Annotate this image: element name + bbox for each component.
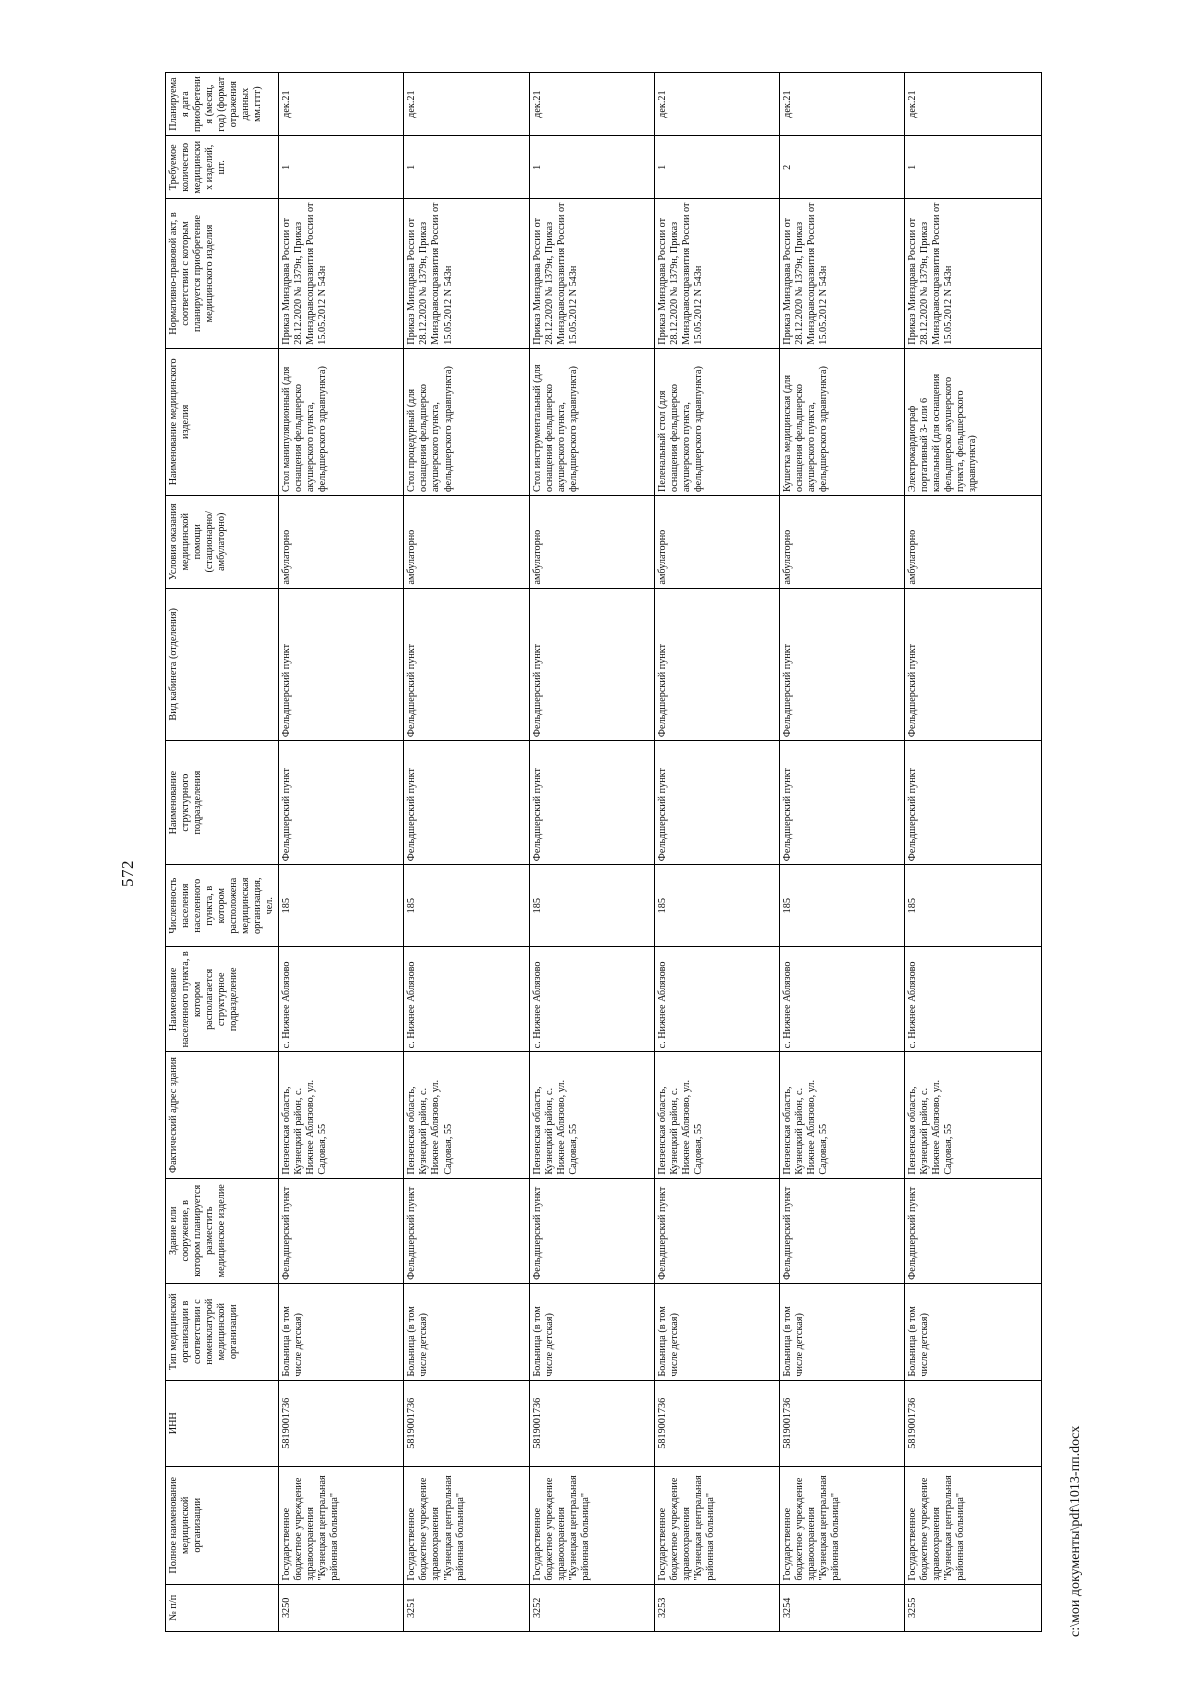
table-cell: амбулаторно <box>779 495 904 588</box>
table-cell: Государственное бюджетное учреждение здравоохранения "Кузнецкая центральная районная больница" <box>654 1466 779 1584</box>
column-header: Наименование структурного подразделения <box>166 741 279 865</box>
column-header: Тип медицинской организации в соответствии с номенклатурой медицинской организации <box>166 1283 279 1380</box>
table-cell: 185 <box>529 865 654 947</box>
table-cell: Фельдшерский пункт <box>279 741 404 865</box>
table-cell: Фельдшерский пункт <box>404 741 529 865</box>
table-cell: с. Нижнее Аблязово <box>654 947 779 1052</box>
table-cell: Приказ Минздрава России от 28.12.2020 № 1379н, Приказ Минздравсоцразвития России от 15.05.2012 N 543н <box>654 199 779 348</box>
table-row <box>404 73 529 1632</box>
table-cell: Фельдшерский пункт <box>779 1178 904 1283</box>
table-row <box>279 73 404 1632</box>
column-header: Численность населения населенного пункта, в котором расположена медицинская организация, чел. <box>166 865 279 947</box>
column-header: Планируемая дата приобретения (месяц, год) (формат отражения данных мм.гггг) <box>166 73 279 136</box>
equipment-table <box>165 72 1042 1632</box>
page-number: 572 <box>118 860 137 887</box>
table-cell: амбулаторно <box>654 495 779 588</box>
table-cell: Фельдшерский пункт <box>279 588 404 741</box>
table-cell: Приказ Минздрава России от 28.12.2020 № 1379н, Приказ Минздравсоцразвития России от 15.05.2012 N 543н <box>279 199 404 348</box>
column-header: № п/п <box>166 1584 279 1631</box>
table-cell: Стол процедурный (для оснащения фельдшерско акушерского пункта, фельдшерского здравпункта) <box>404 348 529 495</box>
table-cell: 5819001736 <box>529 1380 654 1466</box>
column-header: Здание или сооружение, в котором планируется разместить медицинское изделие <box>166 1178 279 1283</box>
table-cell: Электрокардиограф портативный 3- или 6 канальный (для оснащения фельдшерско акушерского пункта, фельдшерского здравпункта) <box>904 348 1041 495</box>
table-cell: Фельдшерский пункт <box>404 1178 529 1283</box>
table-cell: 185 <box>654 865 779 947</box>
table-cell: Фельдшерский пункт <box>904 741 1041 865</box>
table-row <box>779 73 904 1632</box>
table-cell: 3250 <box>279 1584 404 1631</box>
table-cell: Пензенская область, Кузнецкий район, с. Нижнее Аблязово, ул. Садовая, 55 <box>404 1052 529 1178</box>
table-cell: 1 <box>404 136 529 199</box>
header-row <box>166 73 279 1632</box>
table-cell: 5819001736 <box>779 1380 904 1466</box>
table-cell: 185 <box>279 865 404 947</box>
table-cell: Приказ Минздрава России от 28.12.2020 № 1379н, Приказ Минздравсоцразвития России от 15.05.2012 N 543н <box>904 199 1041 348</box>
table-cell: с. Нижнее Аблязово <box>404 947 529 1052</box>
table-cell: 3252 <box>529 1584 654 1631</box>
table-cell: 3251 <box>404 1584 529 1631</box>
table-cell: Фельдшерский пункт <box>779 741 904 865</box>
table-cell: 3254 <box>779 1584 904 1631</box>
table-cell: 1 <box>904 136 1041 199</box>
table-cell: 5819001736 <box>654 1380 779 1466</box>
table-cell: Приказ Минздрава России от 28.12.2020 № 1379н, Приказ Минздравсоцразвития России от 15.05.2012 N 543н <box>529 199 654 348</box>
table-cell: дек.21 <box>904 73 1041 136</box>
table-cell: 185 <box>904 865 1041 947</box>
table-cell: дек.21 <box>279 73 404 136</box>
table-cell: 1 <box>279 136 404 199</box>
table-cell: Фельдшерский пункт <box>404 588 529 741</box>
table-cell: Приказ Минздрава России от 28.12.2020 № 1379н, Приказ Минздравсоцразвития России от 15.05.2012 N 543н <box>404 199 529 348</box>
table-cell: 185 <box>404 865 529 947</box>
table-row <box>529 73 654 1632</box>
table-cell: 185 <box>779 865 904 947</box>
table-cell: Государственное бюджетное учреждение здравоохранения "Кузнецкая центральная районная больница" <box>779 1466 904 1584</box>
column-header: Наименование населенного пункта, в котором располагается структурное подразделение <box>166 947 279 1052</box>
column-header: Нормативно-правовой акт, в соответствии с которым планируется приобретение медицинского изделия <box>166 199 279 348</box>
table-cell: Кушетка медицинская (для оснащения фельдшерско акушерского пункта, фельдшерского здравпункта) <box>779 348 904 495</box>
table-cell: 3255 <box>904 1584 1041 1631</box>
table-cell: 2 <box>779 136 904 199</box>
table-cell: 5819001736 <box>404 1380 529 1466</box>
table-row <box>904 73 1041 1632</box>
column-header: Полное наименование медицинской организации <box>166 1466 279 1584</box>
table-cell: Пензенская область, Кузнецкий район, с. Нижнее Аблязово, ул. Садовая, 55 <box>529 1052 654 1178</box>
table-cell: с. Нижнее Аблязово <box>779 947 904 1052</box>
table-cell: Фельдшерский пункт <box>779 588 904 741</box>
table-cell: Больница (в том числе детская) <box>279 1283 404 1380</box>
table-cell: Пензенская область, Кузнецкий район, с. Нижнее Аблязово, ул. Садовая, 55 <box>904 1052 1041 1178</box>
table-cell: Фельдшерский пункт <box>529 741 654 865</box>
table-cell: Государственное бюджетное учреждение здравоохранения "Кузнецкая центральная районная больница" <box>529 1466 654 1584</box>
table-cell: с. Нижнее Аблязово <box>904 947 1041 1052</box>
table-cell: 1 <box>529 136 654 199</box>
column-header: Наименование медицинского изделия <box>166 348 279 495</box>
table-cell: Государственное бюджетное учреждение здравоохранения "Кузнецкая центральная районная больница" <box>904 1466 1041 1584</box>
table-cell: Государственное бюджетное учреждение здравоохранения "Кузнецкая центральная районная больница" <box>404 1466 529 1584</box>
table-cell: с. Нижнее Аблязово <box>529 947 654 1052</box>
table-cell: 3253 <box>654 1584 779 1631</box>
table-cell: Приказ Минздрава России от 28.12.2020 № 1379н, Приказ Минздравсоцразвития России от 15.05.2012 N 543н <box>779 199 904 348</box>
table-cell: Больница (в том числе детская) <box>529 1283 654 1380</box>
table-cell: дек.21 <box>779 73 904 136</box>
table-cell: Стол инструментальный (для оснащения фельдшерско акушерского пункта, фельдшерского здравпункта) <box>529 348 654 495</box>
table-cell: Фельдшерский пункт <box>654 588 779 741</box>
table-cell: амбулаторно <box>904 495 1041 588</box>
table-cell: Фельдшерский пункт <box>904 588 1041 741</box>
table-cell: Фельдшерский пункт <box>904 1178 1041 1283</box>
table-cell: Фельдшерский пункт <box>654 1178 779 1283</box>
table-body <box>279 73 1042 1632</box>
table-cell: амбулаторно <box>279 495 404 588</box>
table-cell: Фельдшерский пункт <box>654 741 779 865</box>
table-cell: Государственное бюджетное учреждение здравоохранения "Кузнецкая центральная районная больница" <box>279 1466 404 1584</box>
column-header: Условия оказания медицинской помощи (стационарно/ амбулаторно) <box>166 495 279 588</box>
table-cell: дек.21 <box>529 73 654 136</box>
table-cell: Больница (в том числе детская) <box>404 1283 529 1380</box>
table-cell: Пензенская область, Кузнецкий район, с. Нижнее Аблязово, ул. Садовая, 55 <box>779 1052 904 1178</box>
table-cell: дек.21 <box>654 73 779 136</box>
table-row <box>654 73 779 1632</box>
table-cell: Фельдшерский пункт <box>279 1178 404 1283</box>
column-header: ИНН <box>166 1380 279 1466</box>
table-cell: Пензенская область, Кузнецкий район, с. Нижнее Аблязово, ул. Садовая, 55 <box>654 1052 779 1178</box>
table-cell: Фельдшерский пункт <box>529 588 654 741</box>
column-header: Требуемое количество медицинских изделий, шт. <box>166 136 279 199</box>
table-cell: 5819001736 <box>904 1380 1041 1466</box>
table-cell: Пензенская область, Кузнецкий район, с. Нижнее Аблязово, ул. Садовая, 55 <box>279 1052 404 1178</box>
table-cell: Больница (в том числе детская) <box>779 1283 904 1380</box>
table-cell: Стол манипуляционный (для оснащения фельдшерско акушерского пункта, фельдшерского здравпункта) <box>279 348 404 495</box>
column-header: Вид кабинета (отделения) <box>166 588 279 741</box>
table-cell: амбулаторно <box>404 495 529 588</box>
table-cell: с. Нижнее Аблязово <box>279 947 404 1052</box>
column-header: Фактический адрес здания <box>166 1052 279 1178</box>
table-cell: Фельдшерский пункт <box>529 1178 654 1283</box>
table-cell: 5819001736 <box>279 1380 404 1466</box>
table-cell: Пеленальный стол (для оснащения фельдшерско акушерского пункта, фельдшерского здравпункта) <box>654 348 779 495</box>
table-cell: 1 <box>654 136 779 199</box>
table-cell: амбулаторно <box>529 495 654 588</box>
table-cell: Больница (в том числе детская) <box>654 1283 779 1380</box>
file-path: c:\мои документы\pdf\1013-пп.docx <box>1068 1425 1083 1637</box>
table-cell: дек.21 <box>404 73 529 136</box>
table-cell: Больница (в том числе детская) <box>904 1283 1041 1380</box>
